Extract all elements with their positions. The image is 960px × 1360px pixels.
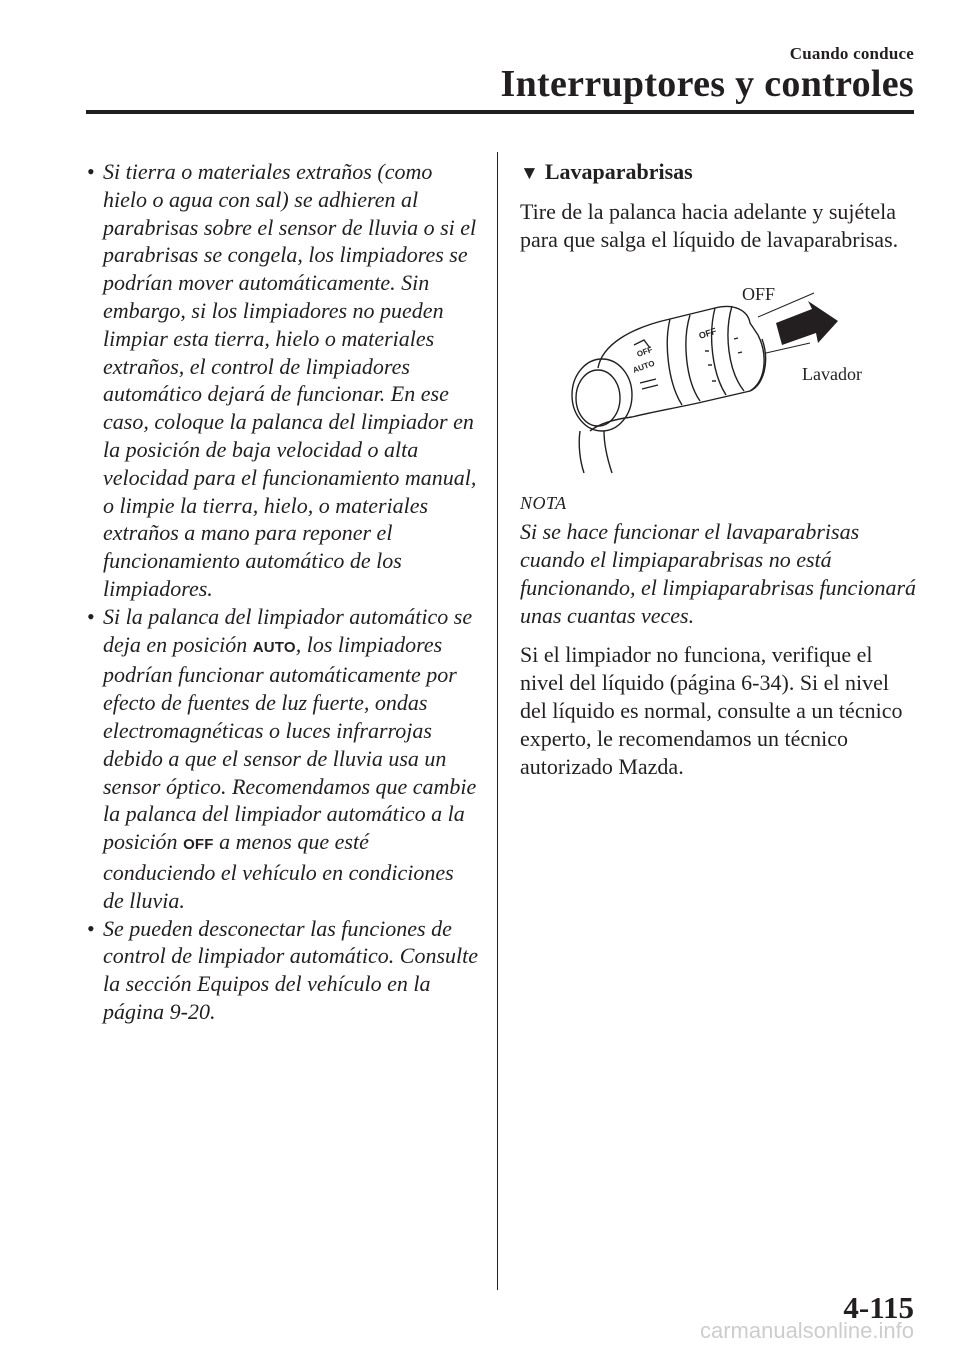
- page-number: 4-115: [843, 1290, 914, 1325]
- note-title: NOTA: [520, 493, 567, 514]
- label-washer: Lavador: [802, 364, 862, 385]
- auto-position-label: AUTO: [252, 638, 296, 656]
- watermark: carmanualsonline.info: [699, 1318, 914, 1343]
- header-section-label: Cuando conduce: [789, 44, 914, 63]
- lever-off-mark: OFF: [697, 326, 718, 342]
- pull-arrow-icon: [776, 301, 838, 345]
- bullet-text: Si tierra o materiales extraños (como hielo o agua con sal) se adhieren al parabrisas sobre el sensor de lluvia o si el parabrisas se congela, los limpiadores se podrían mover automáticamente. Sin embargo, si los limpiadores no pueden limpiar esta tierra, hielo o materiales extraños, el control de limpiadores automático dejará de funcionar. En ese caso, coloque la palanca del limpiador en la posición de baja velocidad o alta velocidad para el funcionamiento manual, o limpie la tierra, hielo, o materiales extraños a mano para reponer el funcionamiento automático de los limpiadores.: [103, 159, 477, 601]
- bullet-dot-icon: •: [87, 603, 95, 629]
- lever-off-mark: OFF: [635, 345, 654, 360]
- column-divider: [497, 152, 498, 1290]
- bullet-text-part: , los limpiadores podrían funcionar automáticamente por efecto de fuentes de luz fuerte, ondas electromagnéticas o luces infrarrojas debido a que el sensor de lluvia usa un sensor óptico. Recomendamos que cambie la palanca del limpiador automático a la posición: [103, 631, 477, 855]
- intro-paragraph: Tire de la palanca hacia adelante y sujétela para que salga el líquido de lavaparabrisas.: [520, 198, 899, 252]
- label-off: OFF: [742, 284, 776, 305]
- bullet-item: [86, 158, 478, 603]
- page-title: Interruptores y controles: [500, 63, 914, 105]
- troubleshooting-paragraph: Si el limpiador no funciona, verifique el nivel del líquido (página 6-34). Si el nivel del líquido es normal, consulte a un técnico experto, le recomendamos un técnico autorizado Mazda.: [520, 642, 903, 779]
- bullet-text: Se pueden desconectar las funciones de control de limpiador automático. Consulte la sección Equipos del vehículo en la página 9-20.: [103, 915, 478, 1024]
- left-column: [86, 158, 478, 1026]
- bullet-dot-icon: •: [87, 915, 95, 941]
- bullet-text-part: a menos que esté conduciendo el vehículo en condiciones de lluvia.: [103, 829, 454, 913]
- header-divider: [86, 110, 914, 114]
- section-heading: [520, 158, 920, 188]
- triangle-down-icon: ▼: [520, 163, 539, 184]
- right-column: [520, 158, 920, 780]
- note-body: Si se hace funcionar el lavaparabrisas cuando el limpiaparabrisas no está funcionando, el limpiaparabrisas funcionará unas cuantas veces.: [520, 519, 916, 628]
- bullet-dot-icon: •: [87, 159, 95, 184]
- section-heading-text: Lavaparabrisas: [544, 159, 693, 184]
- bullet-item: [86, 603, 478, 915]
- wiper-lever-figure: [520, 273, 920, 478]
- callout-line-washer: [766, 343, 810, 353]
- bullet-text-part: Si la palanca del limpiador automático se deja en posición: [103, 603, 473, 657]
- off-position-label: OFF: [183, 836, 214, 854]
- bullet-item: [86, 915, 478, 1026]
- lever-auto-mark: AUTO: [631, 359, 656, 376]
